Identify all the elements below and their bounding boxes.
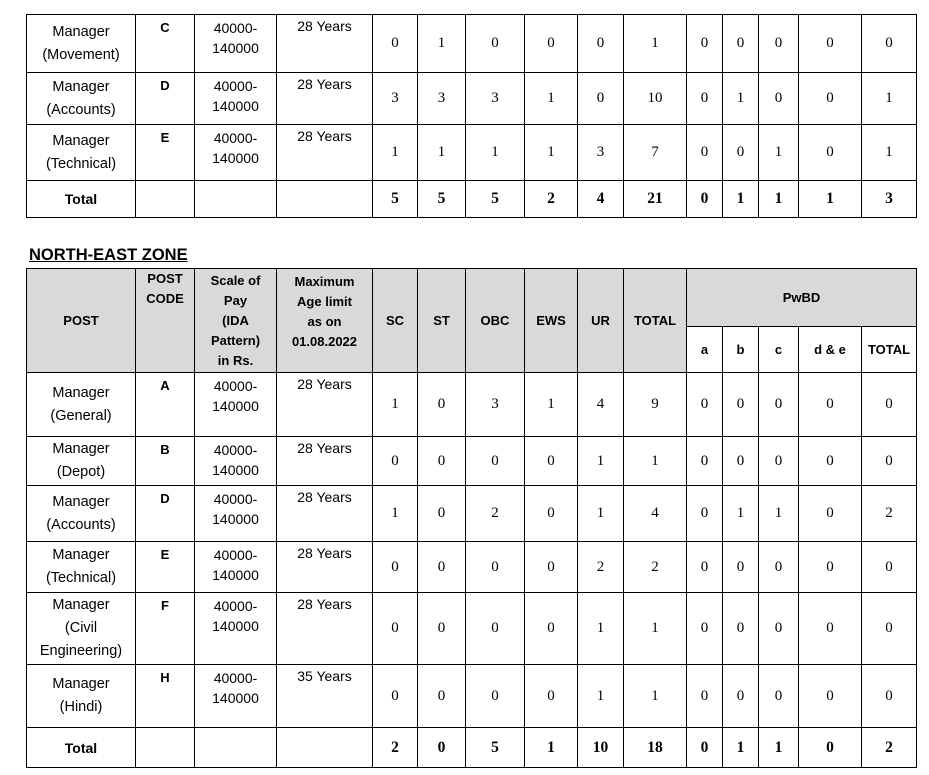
count-cell: 0: [466, 593, 525, 665]
total-cell: 0: [687, 181, 723, 218]
count-cell: 9: [624, 373, 687, 437]
count-cell: 0: [687, 125, 723, 181]
pay-scale: 40000- 140000: [195, 593, 277, 665]
count-cell: 0: [418, 542, 466, 593]
total-cell: 0: [418, 728, 466, 768]
count-cell: 0: [759, 373, 799, 437]
count-cell: 2: [624, 542, 687, 593]
count-cell: 0: [418, 486, 466, 542]
count-cell: 7: [624, 125, 687, 181]
count-cell: 1: [418, 125, 466, 181]
age-limit: 28 Years: [277, 542, 373, 593]
count-cell: 0: [418, 373, 466, 437]
count-cell: 2: [578, 542, 624, 593]
total-cell: 1: [723, 728, 759, 768]
post-code: C: [136, 15, 195, 73]
total-cell: 1: [759, 728, 799, 768]
count-cell: 0: [687, 542, 723, 593]
count-cell: 1: [578, 665, 624, 728]
pay-scale: 40000- 140000: [195, 373, 277, 437]
count-cell: 0: [799, 437, 862, 486]
count-cell: 1: [525, 373, 578, 437]
count-cell: 3: [466, 373, 525, 437]
header-pwbd-c: c: [759, 327, 799, 373]
count-cell: 1: [624, 593, 687, 665]
north-east-zone-table: [26, 268, 917, 768]
count-cell: 3: [373, 73, 418, 125]
count-cell: 0: [759, 15, 799, 73]
total-cell: 5: [418, 181, 466, 218]
total-cell: 4: [578, 181, 624, 218]
count-cell: 0: [687, 486, 723, 542]
count-cell: 1: [723, 73, 759, 125]
count-cell: 0: [687, 373, 723, 437]
pay-scale: 40000- 140000: [195, 15, 277, 73]
post-name: Manager (Accounts): [27, 486, 136, 542]
header-pwbd-a: a: [687, 327, 723, 373]
table-row: [27, 437, 917, 486]
count-cell: 0: [525, 542, 578, 593]
count-cell: 1: [624, 437, 687, 486]
post-code: D: [136, 73, 195, 125]
top-zone-table: [26, 14, 917, 218]
pay-scale: 40000- 140000: [195, 73, 277, 125]
total-cell: 18: [624, 728, 687, 768]
count-cell: 0: [525, 665, 578, 728]
empty-cell: [136, 728, 195, 768]
count-cell: 0: [799, 373, 862, 437]
total-cell: 0: [799, 728, 862, 768]
count-cell: 1: [759, 486, 799, 542]
count-cell: 1: [578, 437, 624, 486]
count-cell: 1: [418, 15, 466, 73]
age-limit: 28 Years: [277, 125, 373, 181]
table-row: [27, 593, 917, 665]
header-pwbd: PwBD: [687, 269, 917, 327]
table-row: [27, 73, 917, 125]
header-total: TOTAL: [624, 269, 687, 373]
count-cell: 0: [687, 665, 723, 728]
count-cell: 3: [466, 73, 525, 125]
count-cell: 0: [723, 665, 759, 728]
total-cell: 1: [723, 181, 759, 218]
empty-cell: [195, 181, 277, 218]
count-cell: 0: [525, 593, 578, 665]
count-cell: 1: [373, 486, 418, 542]
count-cell: 10: [624, 73, 687, 125]
table-row: [27, 15, 917, 73]
empty-cell: [195, 728, 277, 768]
count-cell: 0: [759, 665, 799, 728]
count-cell: 0: [373, 593, 418, 665]
header-obc: OBC: [466, 269, 525, 373]
total-cell: 0: [687, 728, 723, 768]
count-cell: 4: [624, 486, 687, 542]
count-cell: 1: [373, 373, 418, 437]
total-cell: 1: [759, 181, 799, 218]
count-cell: 4: [578, 373, 624, 437]
count-cell: 0: [373, 542, 418, 593]
pay-scale: 40000- 140000: [195, 486, 277, 542]
count-cell: 0: [723, 437, 759, 486]
count-cell: 1: [373, 125, 418, 181]
count-cell: 0: [466, 542, 525, 593]
count-cell: 0: [373, 437, 418, 486]
total-row: [27, 181, 917, 218]
count-cell: 0: [466, 15, 525, 73]
total-cell: 1: [525, 728, 578, 768]
empty-cell: [136, 181, 195, 218]
total-cell: 10: [578, 728, 624, 768]
count-cell: 0: [862, 665, 917, 728]
age-limit: 35 Years: [277, 665, 373, 728]
count-cell: 1: [723, 486, 759, 542]
age-limit: 28 Years: [277, 593, 373, 665]
total-cell: 2: [373, 728, 418, 768]
count-cell: 1: [624, 665, 687, 728]
age-limit: 28 Years: [277, 373, 373, 437]
count-cell: 1: [578, 593, 624, 665]
count-cell: 1: [759, 125, 799, 181]
post-code: E: [136, 125, 195, 181]
table-row: [27, 542, 917, 593]
age-limit: 28 Years: [277, 15, 373, 73]
count-cell: 0: [687, 73, 723, 125]
pay-scale: 40000- 140000: [195, 665, 277, 728]
post-name: Manager (Hindi): [27, 665, 136, 728]
count-cell: 0: [799, 125, 862, 181]
count-cell: 0: [525, 437, 578, 486]
post-code: B: [136, 437, 195, 486]
total-cell: 5: [466, 728, 525, 768]
count-cell: 0: [687, 437, 723, 486]
post-name: Manager (Technical): [27, 542, 136, 593]
post-name: Manager (Technical): [27, 125, 136, 181]
count-cell: 0: [723, 373, 759, 437]
count-cell: 0: [373, 15, 418, 73]
age-limit: 28 Years: [277, 437, 373, 486]
total-cell: 2: [525, 181, 578, 218]
post-code: A: [136, 373, 195, 437]
count-cell: 0: [862, 373, 917, 437]
count-cell: 0: [418, 593, 466, 665]
count-cell: 2: [862, 486, 917, 542]
post-name: Manager (Depot): [27, 437, 136, 486]
count-cell: 0: [759, 437, 799, 486]
count-cell: 0: [799, 593, 862, 665]
count-cell: 0: [759, 73, 799, 125]
table-row: [27, 373, 917, 437]
header-max-age: Maximum Age limit as on 01.08.2022: [277, 269, 373, 373]
count-cell: 1: [578, 486, 624, 542]
header-pwbd-total: TOTAL: [862, 327, 917, 373]
count-cell: 0: [799, 542, 862, 593]
zone-title: NORTH-EAST ZONE: [29, 246, 188, 264]
total-cell: 3: [862, 181, 917, 218]
post-name: Manager (Civil Engineering): [27, 593, 136, 665]
total-cell: 2: [862, 728, 917, 768]
count-cell: 0: [466, 665, 525, 728]
count-cell: 0: [687, 593, 723, 665]
count-cell: 0: [723, 15, 759, 73]
table-row: [27, 486, 917, 542]
count-cell: 1: [862, 73, 917, 125]
count-cell: 0: [418, 437, 466, 486]
count-cell: 3: [578, 125, 624, 181]
empty-cell: [277, 728, 373, 768]
total-cell: 1: [799, 181, 862, 218]
count-cell: 0: [723, 542, 759, 593]
count-cell: 0: [759, 593, 799, 665]
total-cell: 5: [373, 181, 418, 218]
count-cell: 3: [418, 73, 466, 125]
pay-scale: 40000- 140000: [195, 125, 277, 181]
count-cell: 0: [525, 15, 578, 73]
total-cell: 21: [624, 181, 687, 218]
count-cell: 0: [418, 665, 466, 728]
header-post-code: POST CODE: [136, 269, 195, 373]
table-row: [27, 125, 917, 181]
post-code: H: [136, 665, 195, 728]
count-cell: 1: [466, 125, 525, 181]
post-code: E: [136, 542, 195, 593]
count-cell: 0: [525, 486, 578, 542]
header-post: POST: [27, 269, 136, 373]
count-cell: 0: [578, 15, 624, 73]
count-cell: 0: [799, 15, 862, 73]
count-cell: 0: [723, 125, 759, 181]
header-ews: EWS: [525, 269, 578, 373]
table-row: [27, 665, 917, 728]
header-st: ST: [418, 269, 466, 373]
total-cell: 5: [466, 181, 525, 218]
header-ur: UR: [578, 269, 624, 373]
count-cell: 0: [799, 486, 862, 542]
empty-cell: [277, 181, 373, 218]
count-cell: 0: [862, 15, 917, 73]
count-cell: 2: [466, 486, 525, 542]
pay-scale: 40000- 140000: [195, 542, 277, 593]
total-label: Total: [27, 181, 136, 218]
count-cell: 0: [723, 593, 759, 665]
header-pwbd-de: d & e: [799, 327, 862, 373]
count-cell: 0: [862, 542, 917, 593]
age-limit: 28 Years: [277, 73, 373, 125]
post-code: D: [136, 486, 195, 542]
count-cell: 1: [525, 125, 578, 181]
count-cell: 0: [862, 437, 917, 486]
header-pwbd-b: b: [723, 327, 759, 373]
post-name: Manager (Accounts): [27, 73, 136, 125]
count-cell: 0: [799, 665, 862, 728]
count-cell: 0: [759, 542, 799, 593]
total-label: Total: [27, 728, 136, 768]
count-cell: 1: [525, 73, 578, 125]
pay-scale: 40000- 140000: [195, 437, 277, 486]
count-cell: 0: [373, 665, 418, 728]
header-sc: SC: [373, 269, 418, 373]
count-cell: 0: [578, 73, 624, 125]
count-cell: 0: [687, 15, 723, 73]
count-cell: 1: [862, 125, 917, 181]
count-cell: 0: [862, 593, 917, 665]
post-name: Manager (General): [27, 373, 136, 437]
count-cell: 0: [799, 73, 862, 125]
post-code: F: [136, 593, 195, 665]
count-cell: 1: [624, 15, 687, 73]
header-scale-of-pay: Scale of Pay (IDA Pattern) in Rs.: [195, 269, 277, 373]
total-row: [27, 728, 917, 768]
post-name: Manager (Movement): [27, 15, 136, 73]
age-limit: 28 Years: [277, 486, 373, 542]
count-cell: 0: [466, 437, 525, 486]
